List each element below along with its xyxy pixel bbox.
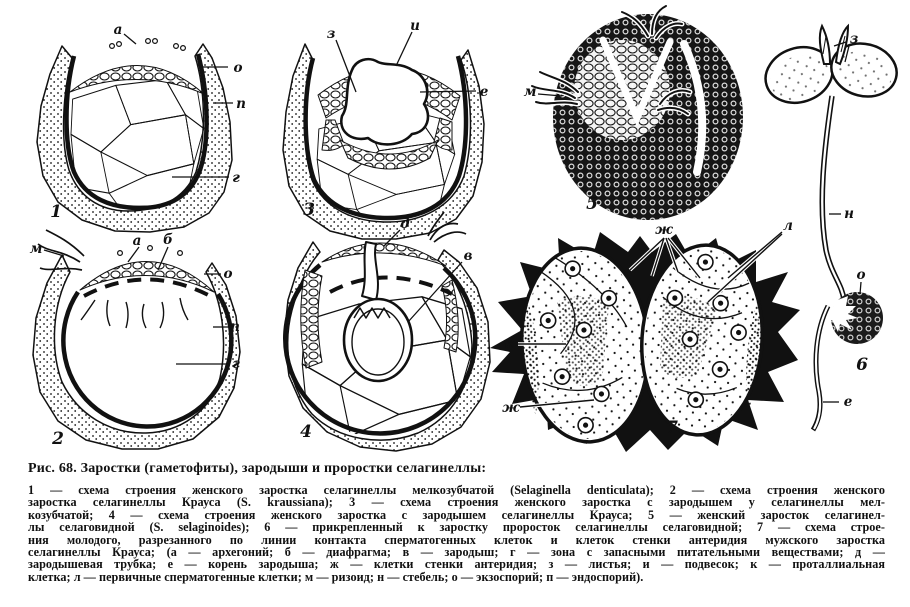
panel-1-label-endospore: п	[236, 96, 246, 112]
panel-2-label-storage-zone: г	[232, 356, 240, 372]
panel-2-label-endospore: п	[230, 319, 240, 335]
caption-line: заростка селагинеллы Крауса (S. kraussiana); 3 — схема строения женского заростка с зародышем у селагинеллы мел-	[28, 495, 885, 510]
caption-line: козубчатой; 4 — схема строения женского заростка с зародышем селагинеллы Крауса; 5 — женский заросток селагинел-	[28, 507, 885, 522]
panel-6-label-leaves: з	[849, 31, 859, 47]
panel-1-label-archegonium: а	[113, 22, 123, 38]
panel-4-number: 4	[300, 422, 312, 442]
panel-5-number: 5	[586, 194, 598, 214]
caption-line: зародышевая трубка; е — корень зародыша; ж — клетки стенки антеридия; з — листья; и — подвесок; к — проталлиальная	[28, 557, 885, 572]
panel-2-number: 2	[52, 429, 64, 449]
caption-line: лы селаговидной (S. selaginoides); 6 — прикрепленный к заростку проросток селагинеллы селаговидной; 7 — схема строе-	[28, 520, 885, 535]
panel-7-label-prothallial-cell: к	[504, 336, 514, 352]
panel-4-label-embryo-tube: д	[400, 216, 410, 232]
panel-3-label-leaves: з	[326, 26, 336, 42]
panel-6-number: 6	[856, 355, 868, 375]
panel-7-male-gametophyte-section	[490, 218, 800, 452]
caption-line: селагинеллы Крауса; (а — архегоний; б — диафрагма; в — зародыш; г — зона с запасными питательными веществами; д —	[28, 545, 885, 560]
panel-4-label-embryo: в	[463, 248, 473, 264]
panel-2-label-rhizoid: м	[29, 241, 43, 257]
panel-4-gametophyte-with-embryo-kraussiana	[284, 212, 490, 453]
panel-3-gametophyte-with-embryo-denticulata	[283, 18, 489, 239]
panel-1-label-exospore: о	[233, 60, 243, 76]
caption-line: ния молодого, разрезанного по линии контакта сперматогенных клеток и клеток стенки антеридия мужского заростка	[28, 532, 885, 547]
panel-7-label-antheridium-wall-2: ж	[502, 400, 520, 416]
caption-line: клетка; л — первичные сперматогенные клетки; м — ризоид; н — стебель; о — экзоспорий; п — эндоспорий).	[28, 569, 644, 584]
panel-7-number: 7	[666, 418, 678, 438]
panel-1-number: 1	[50, 202, 62, 222]
panel-5-label-rhizoid: м	[523, 84, 537, 100]
panel-6-label-stem: н	[844, 206, 854, 222]
panel-7-label-antheridium-wall: ж	[655, 222, 673, 238]
panel-7-label-spermatogenic-cells: л	[783, 218, 793, 234]
caption-line: 1 — схема строения женского заростка селагинеллы мелкозубчатой (Selaginella denticulata); 2 — схема строения женского	[28, 483, 885, 497]
panel-3-label-suspensor: и	[410, 18, 420, 34]
figure-caption	[28, 461, 885, 583]
panel-5-female-gametophyte-selaginoides	[524, 6, 743, 220]
panel-2-label-diaphragm: б	[163, 232, 173, 248]
panel-2-label-archegonium: а	[132, 233, 142, 249]
panel-6-leader-lines	[823, 42, 861, 402]
panel-3-number: 3	[303, 200, 315, 220]
panel-6-label-embryo-root: е	[843, 394, 853, 410]
panel-1-label-storage-zone: г	[232, 170, 240, 186]
panel-6-label-exospore: о	[856, 267, 866, 283]
figure-caption-title: Рис. 68. Заростки (гаметофиты), зародыши и проростки селагинеллы:	[28, 461, 487, 476]
panel-2-label-exospore: о	[223, 266, 233, 282]
panel-1-female-gametophyte-denticulata	[37, 22, 246, 232]
panel-3-label-embryo-root: е	[479, 84, 489, 100]
panel-2-female-gametophyte-kraussiana	[30, 230, 241, 449]
panel-6-seedling	[758, 26, 902, 430]
